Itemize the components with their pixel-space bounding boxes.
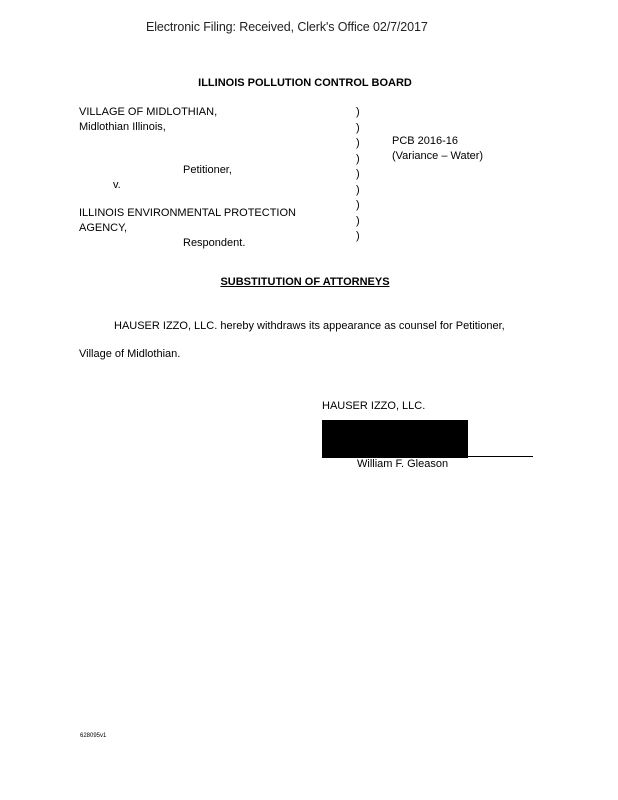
document-title: SUBSTITUTION OF ATTORNEYS — [220, 276, 390, 288]
board-title: ILLINOIS POLLUTION CONTROL BOARD — [198, 77, 412, 89]
versus-label: v. — [113, 179, 121, 191]
body-paragraph-line2: Village of Midlothian. — [79, 348, 181, 360]
signature-redaction — [322, 420, 468, 458]
footer-doc-code: 628095v1 — [80, 733, 107, 739]
petitioner-name: VILLAGE OF MIDLOTHIAN, — [79, 106, 218, 118]
respondent-name-line2: AGENCY, — [79, 222, 128, 234]
respondent-role: Respondent. — [183, 237, 246, 249]
caption-parentheses: ) ) ) ) ) ) ) ) ) — [356, 106, 360, 242]
body-paragraph-line1: HAUSER IZZO, LLC. hereby withdraws its appearance as counsel for Petitioner, — [114, 320, 505, 332]
filing-stamp: Electronic Filing: Received, Clerk's Office 02/7/2017 — [146, 20, 428, 34]
case-number: PCB 2016-16 — [392, 135, 459, 147]
signature-line — [468, 456, 533, 457]
signer-name: William F. Gleason — [357, 458, 449, 470]
signature-firm: HAUSER IZZO, LLC. — [322, 400, 426, 412]
case-type: (Variance – Water) — [392, 150, 484, 162]
petitioner-role: Petitioner, — [183, 164, 232, 176]
petitioner-location: Midlothian Illinois, — [79, 121, 166, 133]
respondent-name-line1: ILLINOIS ENVIRONMENTAL PROTECTION — [79, 207, 296, 219]
